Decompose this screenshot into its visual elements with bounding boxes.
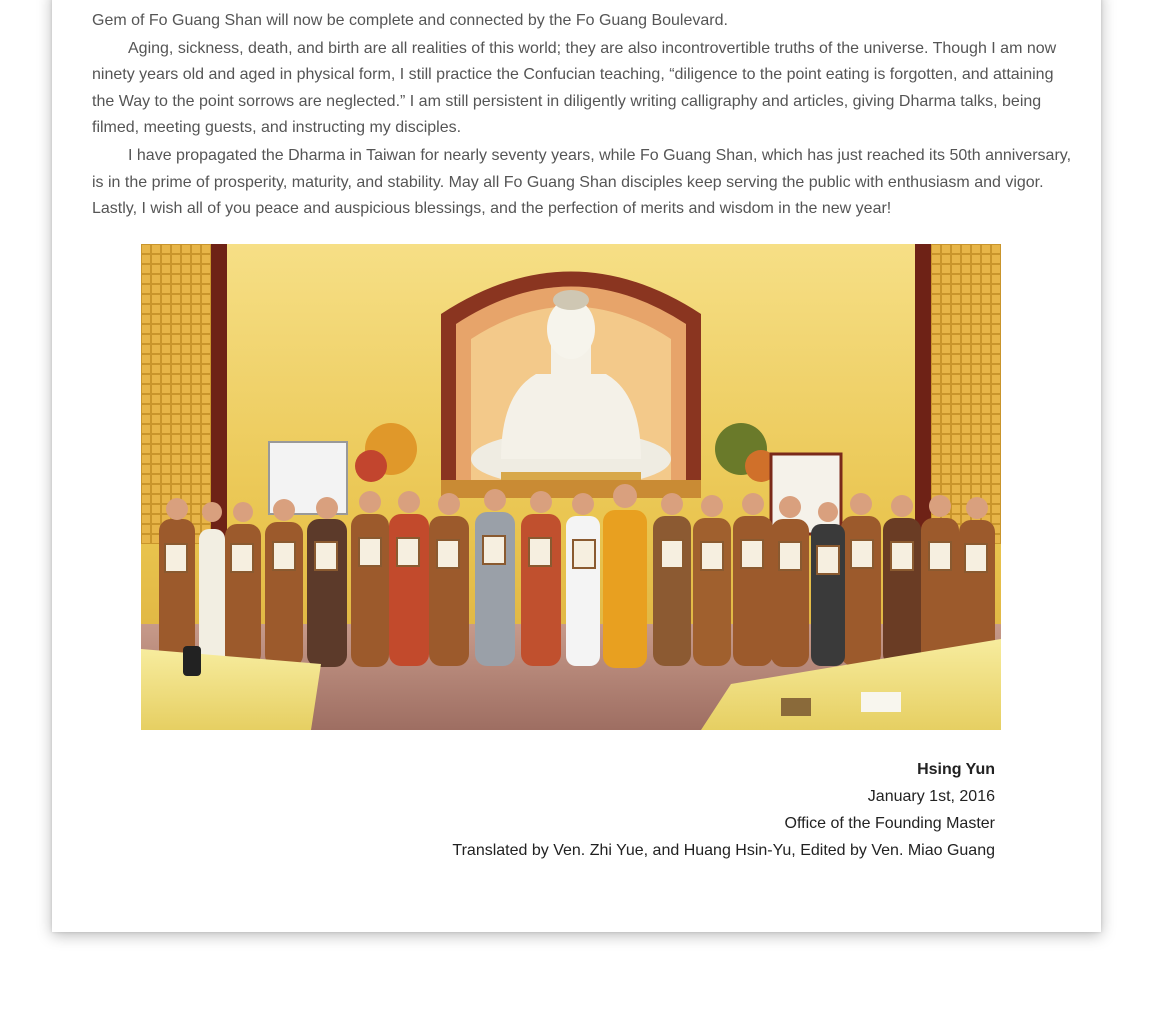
desk-stand	[781, 698, 811, 716]
group-photo	[141, 244, 1001, 730]
right-pillar	[915, 244, 931, 544]
left-pillar	[211, 244, 227, 544]
translation-credits: Translated by Ven. Zhi Yue, and Huang Hsin-Yu, Edited by Ven. Miao Guang	[452, 842, 995, 859]
office-name: Office of the Founding Master	[784, 815, 995, 832]
flower-red-left	[355, 450, 387, 482]
papers	[861, 692, 901, 712]
altar	[441, 480, 701, 498]
letter-body	[92, 0, 1072, 224]
letter-page	[52, 0, 1101, 932]
signature-block	[452, 756, 995, 864]
cut-off-line	[92, 0, 1072, 8]
paragraph-0-end: Gem of Fo Guang Shan will now be complete and connected by the Fo Guang Boulevard.	[92, 12, 728, 29]
author-name: Hsing Yun	[917, 761, 995, 778]
camera-lens	[183, 646, 201, 676]
paragraph-aging: Aging, sickness, death, and birth are all realities of this world; they are also incontrovertible truths of the universe. Though I am now ninety years old and aged in physical form, I still practice the Confucian teaching, “diligence to the point eating is forgotten, and attaining the Way to the point sorrows are neglected.” I am still persistent in diligently writing calligraphy and articles, giving Dharma talks, being filmed, meeting guests, and instructing my disciples.	[92, 39, 1057, 137]
cut-off-text	[92, 0, 968, 5]
group-photo-illustration	[141, 244, 1001, 730]
paragraph-propagation: I have propagated the Dharma in Taiwan for nearly seventy years, while Fo Guang Shan, which has just reached its 50th anniversary, is in the prime of prosperity, maturity, and stability. May all Fo Guang Shan disciples keep serving the public with enthusiasm and vigor. Lastly, I wish all of you peace and auspicious blessings, and the perfection of merits and wisdom in the new year!	[92, 146, 1072, 218]
letter-date: January 1st, 2016	[867, 788, 995, 805]
